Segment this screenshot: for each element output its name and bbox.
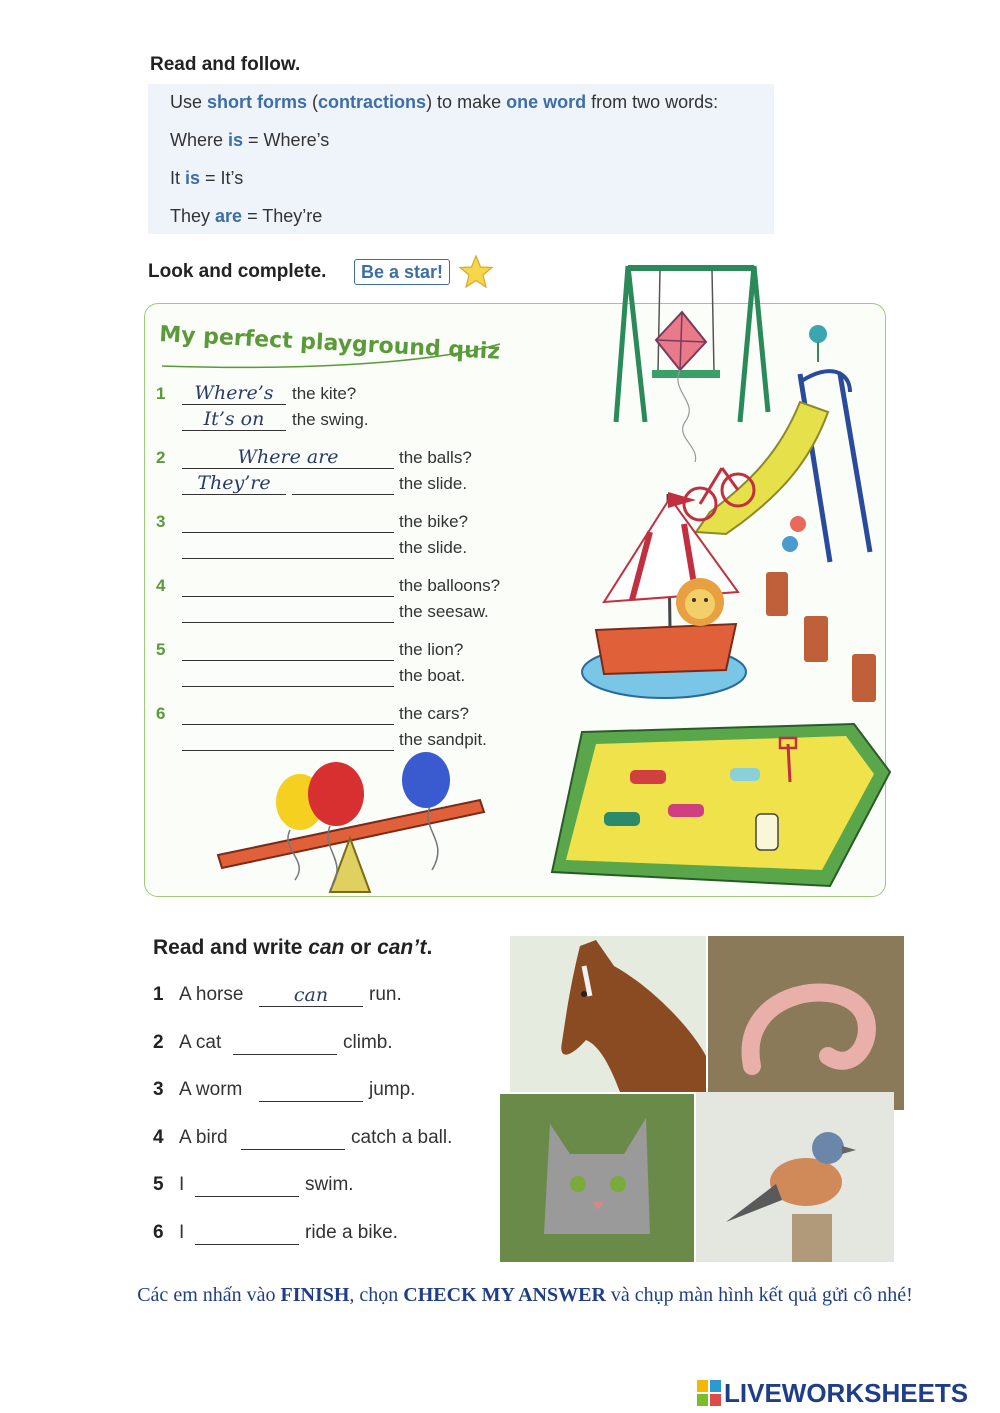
quiz-answer-field[interactable] <box>182 638 394 661</box>
heading-text: . <box>426 936 433 959</box>
can-item-text: catch a ball. <box>351 1127 453 1148</box>
rule-one-word: one word <box>506 92 587 112</box>
can-item-text: run. <box>369 984 402 1005</box>
footer-check-my-answer: CHECK MY ANSWER <box>403 1284 606 1306</box>
balloon-icon <box>402 752 450 808</box>
quiz-question-text: the swing. <box>292 410 369 429</box>
heading-can: can <box>308 936 345 959</box>
example-text: Where <box>170 130 229 150</box>
quiz-question-text: the lion? <box>399 640 464 659</box>
toy-car-icon <box>756 814 778 850</box>
can-item-text: ride a bike. <box>305 1222 398 1243</box>
can-item-text: climb. <box>343 1032 393 1053</box>
heading-text: or <box>344 936 378 959</box>
footer-text: Các em nhấn vào <box>137 1284 281 1306</box>
can-item-number: 2 <box>153 1032 164 1053</box>
quiz-answer-field[interactable] <box>182 664 394 687</box>
can-item-number: 5 <box>153 1174 164 1195</box>
flower-icon <box>809 325 827 362</box>
can-item-text: A cat <box>179 1032 222 1053</box>
section2-heading: Look and complete. <box>148 261 327 282</box>
example-highlight: are <box>215 206 243 226</box>
quiz-answer-field[interactable] <box>182 728 394 751</box>
can-item-text: swim. <box>305 1174 354 1195</box>
rule-text: Use <box>170 92 208 112</box>
can-answer-field[interactable] <box>241 1127 345 1150</box>
quiz-title-underline <box>160 340 505 370</box>
quiz-item-number: 1 <box>156 384 166 403</box>
can-item-number: 6 <box>153 1222 164 1243</box>
footer-text: và chụp màn hình kết quả gửi cô nhé! <box>605 1284 913 1306</box>
section3-heading <box>153 936 432 960</box>
can-item-text: A bird <box>179 1127 228 1148</box>
can-answer-field[interactable] <box>259 1079 363 1102</box>
can-answer-field[interactable] <box>195 1174 299 1197</box>
example-where <box>170 130 329 151</box>
can-answer-field[interactable] <box>233 1032 337 1055</box>
quiz-answer-field[interactable] <box>182 574 394 597</box>
example-text: = They’re <box>242 206 323 226</box>
can-answer-field[interactable]: can <box>259 984 363 1007</box>
example-highlight: is <box>185 168 201 188</box>
can-item-text: A worm <box>179 1079 243 1100</box>
rule-text: ( <box>307 92 319 112</box>
instructions-footer <box>130 1280 920 1310</box>
quiz-question-text: the cars? <box>399 704 469 723</box>
sandpit-icon <box>552 724 890 886</box>
be-a-star-badge: Be a star! <box>354 259 450 285</box>
can-item-text: I <box>179 1222 185 1243</box>
quiz-answer-field[interactable]: It’s on <box>182 408 286 431</box>
contractions-rule <box>170 92 718 113</box>
ball-icon <box>782 536 798 552</box>
quiz-answer-field[interactable]: Where’s <box>182 382 286 405</box>
quiz-item-number: 3 <box>156 512 166 531</box>
lion-icon <box>676 578 724 626</box>
quiz-answer-field[interactable] <box>292 472 394 495</box>
toy-car-icon <box>668 804 704 817</box>
quiz-item-number: 4 <box>156 576 166 595</box>
tree-stump-icon <box>852 654 876 702</box>
toy-car-icon <box>730 768 760 781</box>
quiz-answer-field[interactable]: They’re <box>182 472 286 495</box>
balloon-icon <box>308 762 364 826</box>
toy-car-icon <box>630 770 666 784</box>
quiz-question-text: the boat. <box>399 666 466 685</box>
rule-short-forms: short forms <box>207 92 308 112</box>
quiz-item-number: 5 <box>156 640 166 659</box>
rule-contractions: contractions <box>318 92 427 112</box>
spade-icon <box>788 744 790 782</box>
footer-finish: FINISH <box>280 1284 350 1306</box>
quiz-question-text: the balloons? <box>399 576 501 595</box>
can-item-number: 3 <box>153 1079 164 1100</box>
can-item-text: jump. <box>369 1079 416 1100</box>
can-item-number: 4 <box>153 1127 164 1148</box>
quiz-answer-field[interactable] <box>182 536 394 559</box>
cat-photo <box>500 1094 694 1262</box>
example-highlight: is <box>228 130 244 150</box>
quiz-question-text: the balls? <box>399 448 472 467</box>
liveworksheets-logo-icon <box>697 1380 721 1406</box>
heading-text: Read and write <box>153 936 309 959</box>
quiz-question-text: the seesaw. <box>399 602 489 621</box>
example-text: They <box>170 206 216 226</box>
ball-icon <box>790 516 806 532</box>
tree-stump-icon <box>766 572 788 616</box>
quiz-question-text: the kite? <box>292 384 357 403</box>
playground-illustration <box>500 262 892 898</box>
quiz-item-number: 6 <box>156 704 166 723</box>
quiz-answer-field[interactable]: Where are <box>182 446 394 469</box>
quiz-answer-field[interactable] <box>182 702 394 725</box>
toy-car-icon <box>604 812 640 826</box>
footer-text: , chọn <box>349 1284 404 1306</box>
can-item-text: A horse <box>179 984 244 1005</box>
quiz-title: My perfect playground quiz <box>158 322 501 365</box>
quiz-item-number: 2 <box>156 448 166 467</box>
example-text: It <box>170 168 186 188</box>
slide-icon <box>696 371 870 562</box>
quiz-question-text: the bike? <box>399 512 468 531</box>
seesaw-illustration <box>200 750 500 900</box>
quiz-answer-field[interactable] <box>182 600 394 623</box>
horse-photo <box>510 936 706 1092</box>
quiz-question-text: the slide. <box>399 538 468 557</box>
rule-text: ) to make <box>426 92 507 112</box>
can-item-number: 1 <box>153 984 164 1005</box>
rule-text: from two words: <box>586 92 719 112</box>
example-text: = It’s <box>200 168 244 188</box>
quiz-question-text: the sandpit. <box>399 730 487 749</box>
can-item-text: I <box>179 1174 185 1195</box>
heading-cant: can’t <box>377 936 427 959</box>
kite-icon <box>656 312 706 462</box>
section1-heading: Read and follow. <box>150 54 301 75</box>
quiz-answer-field[interactable] <box>182 510 394 533</box>
can-answer-field[interactable] <box>195 1222 299 1245</box>
bird-photo <box>696 1092 894 1262</box>
example-text: = Where’s <box>243 130 330 150</box>
worm-photo <box>708 936 904 1110</box>
quiz-question-text: the slide. <box>399 474 468 493</box>
tree-stump-icon <box>804 616 828 662</box>
liveworksheets-logo: LIVEWORKSHEETS <box>724 1378 969 1408</box>
example-they <box>170 206 322 227</box>
star-icon <box>458 254 494 290</box>
example-it <box>170 168 243 189</box>
